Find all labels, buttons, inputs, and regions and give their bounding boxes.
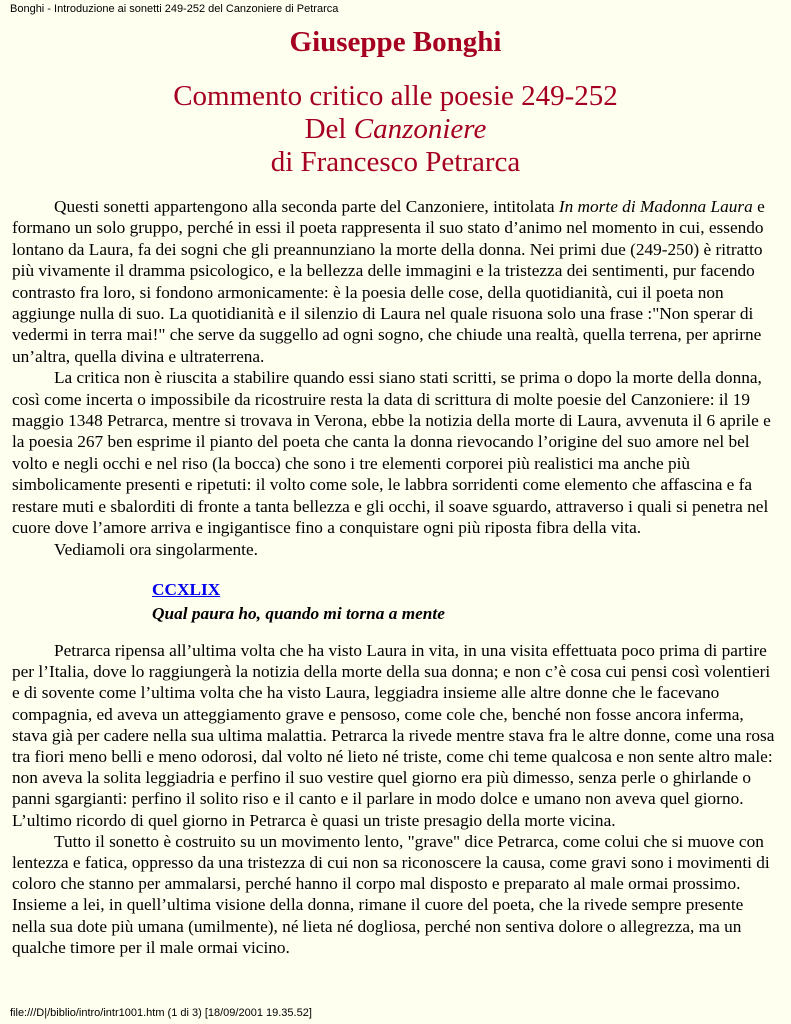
commentary-paragraph-1: Petrarca ripensa all’ultima volta che ha visto Laura in vita, in una visita effettuata poco prima di partire per l’Italia, dove lo raggiungerà la notizia della morte della sua donna; e non c’è cosa cui pensi così volentieri e di sovente come l’ultima volta che ha visto Laura, leggiadra insieme alle altre donne che le facevano compagnia, ed aveva un atteggiamento grave e pensoso, come cole che, benché non fosse ancora inferma, stava già per cadere nella sua ultima malattia. Petrarca la rivede mentre stava fra le altre donne, come una rosa tra fiori meno belli e meno odorosi, dal volto né lieto né triste, come chi teme qualcosa e non sente altro male: non aveva la solita leggiadria e perfino il suo vestire quel giorno era più dimesso, senza perle o ghirlande o panni sgargianti: perfino il solito riso e il canto e il parlare in modo dolce e umano non aveva quel giorno. L’ultimo ricordo di quel giorno in Petrarca è quasi un triste presagio della morte vicina. [12,641,775,830]
intro-p1-end: e formano un solo gruppo, perché in essi il poeta rappresenta il suo stato d’animo nel momento in cui, essendo lontano da Laura, fa dei sogni che gli preannunziano la morte della donna. Nei primi due (249-250) è ritratto più vivamente il dramma psicologico, e la bellezza delle immagini e la tristezza dei sentimenti, pur facendo contrasto fra loro, si fondono armonicamente: è la poesia delle cose, della quotidianità, cui il poeta non aggiunge nulla di suo. La quotidianità e il silenzio di Laura nel quale risuona solo una frase :"Non sperar di vedermi in terra mai!" che serve da suggello ad ogni sogno, che chiude una realtà, quella terrena, per aprirne un’altra, quella divina e ultraterrena. [12,197,765,366]
intro-paragraph-2: La critica non è riuscita a stabilire quando essi siano stati scritti, se prima o dopo la morte della donna, così come incerta o impossibile da ricostruire resta la data di scrittura di molte poesie del Canzoniere: il 19 maggio 1348 Petrarca, mentre si trovava in Verona, ebbe la notizia della morte di Laura, avvenuta il 6 aprile e la poesia 267 ben esprime il pianto del poeta che canta la donna rievocando l’origine del suo amore nel bel volto e negli occhi e nel riso (la bocca) che sono i tre elementi corporei più realistici ma anche più simbolicamente presenti e ripetuti: il volto come sole, le labbra sorridenti come elemento che affascina e fa restare muti e sbalorditi di fronte a tanta bellezza e gli occhi, il soave sguardo, attraverso i quali si penetra nel cuore dove l’amore arriva e ingigantisce fino a conquistare ogni più riposta fibra della vita. [12,368,771,538]
print-footer: file:///D|/biblio/intro/intr1001.htm (1 di 3) [18/09/2001 19.35.52] [10,1007,312,1019]
intro-p1-italic: In morte di Madonna Laura [558,197,753,216]
intro-section [12,196,775,560]
poem-number-link[interactable]: CCXLIX [152,580,221,599]
poem-incipit: Qual paura ho, quando mi torna a mente [152,604,445,623]
title-line-3: di Francesco Petrarca [270,146,521,178]
intro-paragraph-3: Vediamoli ora singolarmente. [54,539,258,559]
author-heading: Giuseppe Bonghi [289,26,502,58]
poem-heading [152,579,445,625]
commentary-paragraph-2: Tutto il sonetto è costruito su un movimento lento, "grave" dice Petrarca, come colui che si muove con lentezza e fatica, oppresso da una tristezza di cui non sa riconoscere la causa, come gravi sono i movimenti di coloro che stanno per ammalarsi, perché hanno il corpo mal disposto e preparato al male ormai prossimo. Insieme a lei, in quell’ultima visione della donna, rimane il cuore del poeta, che la rivede sempre presente nella sua dote più umana (umilmente), né lieta né dogliosa, perché non sentiva dolore o allegrezza, ma un qualche timore per il male ormai vicino. [12,831,770,957]
print-header: Bonghi - Introduzione ai sonetti 249-252 del Canzoniere di Petrarca [10,3,339,15]
intro-paragraph-1 [12,196,775,367]
title-line-2 [0,113,791,146]
commentary-section [12,640,775,958]
intro-p1-start: Questi sonetti appartengono alla seconda parte del Canzoniere, intitolata [54,197,559,216]
title-line-1: Commento critico alle poesie 249-252 [173,80,618,112]
title-line-2-prefix: Del [304,113,354,145]
title-line-2-italic: Canzoniere [353,113,487,145]
page-title [0,80,791,179]
